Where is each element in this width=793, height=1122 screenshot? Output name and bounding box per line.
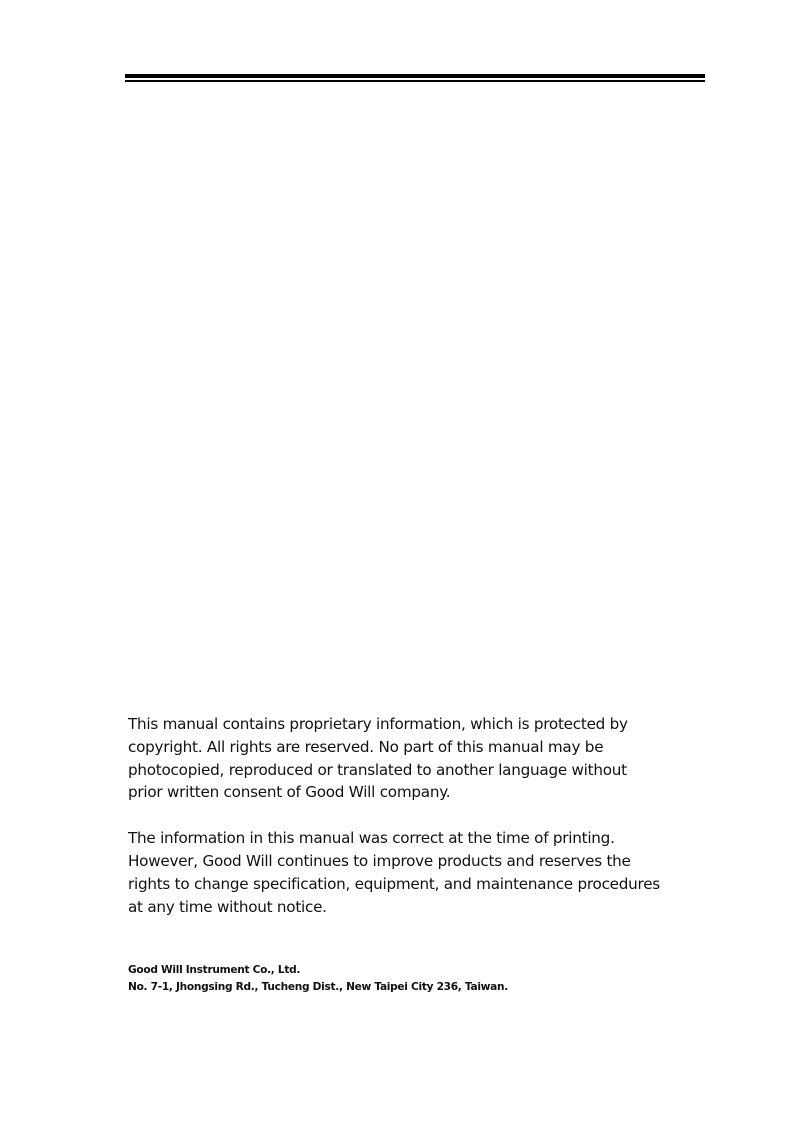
header-rule-thick <box>125 74 705 78</box>
company-info <box>128 962 508 996</box>
disclaimer-line: at any time without notice. <box>128 897 327 916</box>
copyright-line: This manual contains proprietary information, which is protected by <box>128 715 628 733</box>
company-address: No. 7-1, Jhongsing Rd., Tucheng Dist., New Taipei City 236, Taiwan. <box>128 981 508 993</box>
copyright-paragraph <box>128 713 708 804</box>
header-rule-thin <box>125 80 705 82</box>
copyright-line: photocopied, reproduced or translated to another language without <box>128 760 627 779</box>
disclaimer-line: The information in this manual was correct at the time of printing. <box>128 829 615 848</box>
copyright-line: copyright. All rights are reserved. No part of this manual may be <box>128 737 604 756</box>
disclaimer-line: rights to change specification, equipment, and maintenance procedures <box>128 874 660 893</box>
copyright-line: prior written consent of Good Will company. <box>128 783 451 802</box>
legal-notice <box>128 713 708 918</box>
company-name: Good Will Instrument Co., Ltd. <box>128 964 301 976</box>
disclaimer-line: However, Good Will continues to improve products and reserves the <box>128 851 631 870</box>
disclaimer-paragraph <box>128 827 708 918</box>
